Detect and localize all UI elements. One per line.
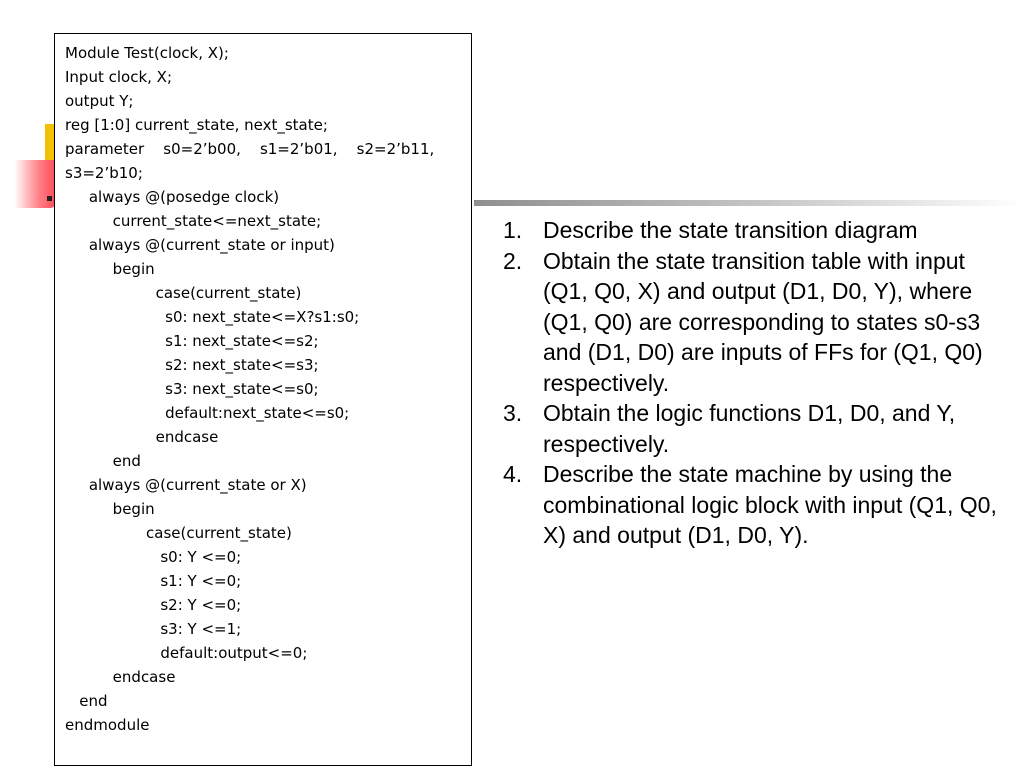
code-line: s0: Y <=0; (65, 548, 242, 566)
question-item (503, 398, 1013, 459)
question-text: Obtain the logic functions D1, D0, and Y, respectively. (543, 400, 956, 457)
code-line: end (65, 692, 108, 710)
code-line: begin (65, 260, 155, 278)
code-line: case(current_state) (65, 284, 302, 302)
code-line: s1: Y <=0; (65, 572, 242, 590)
question-item (503, 459, 1013, 551)
question-list (503, 215, 1013, 551)
code-line: default:next_state<=s0; (65, 404, 350, 422)
code-line: endcase (65, 428, 219, 446)
code-line: always @(current_state or input) (65, 236, 335, 254)
code-line: case(current_state) (65, 524, 292, 542)
code-line: always @(current_state or X) (65, 476, 307, 494)
code-line: always @(posedge clock) (65, 188, 280, 206)
code-line: endcase (65, 668, 176, 686)
question-item (503, 246, 1013, 399)
code-line: current_state<=next_state; (65, 212, 322, 230)
code-line: default:output<=0; (65, 644, 308, 662)
code-line: s3=2’b10; (65, 164, 143, 182)
question-item (503, 215, 1013, 246)
code-line: begin (65, 500, 155, 518)
question-number: 4. (503, 461, 523, 487)
code-line: s2: Y <=0; (65, 596, 242, 614)
code-line: Input clock, X; (65, 68, 172, 86)
code-line: parameter s0=2’b00, s1=2’b01, s2=2’b11, (65, 140, 435, 158)
code-line: end (65, 452, 141, 470)
verilog-code-box (54, 33, 472, 766)
code-line: s2: next_state<=s3; (65, 356, 319, 374)
code-line: s3: next_state<=s0; (65, 380, 319, 398)
code-line: endmodule (65, 716, 150, 734)
code-line: s3: Y <=1; (65, 620, 242, 638)
question-number: 3. (503, 400, 523, 426)
title-divider-line (474, 200, 1024, 206)
question-text: Obtain the state transition table with input (Q1, Q0, X) and output (D1, D0, Y), where (Q1, Q0) are corresponding to states s0-s3 and (D1, D0) are inputs of FFs for (Q1, Q0) respectively. (543, 247, 983, 396)
code-line: s1: next_state<=s2; (65, 332, 319, 350)
code-line: s0: next_state<=X?s1:s0; (65, 308, 360, 326)
code-line: Module Test(clock, X); (65, 44, 229, 62)
question-text: Describe the state transition diagram (543, 217, 918, 243)
code-line: output Y; (65, 92, 134, 110)
code-line: reg [1:0] current_state, next_state; (65, 116, 328, 134)
title-bullet-marker (47, 196, 52, 201)
question-text: Describe the state machine by using the combinational logic block with input (Q1, Q0, X) and output (D1, D0, Y). (543, 461, 997, 548)
question-number: 1. (503, 217, 523, 243)
question-number: 2. (503, 247, 523, 274)
